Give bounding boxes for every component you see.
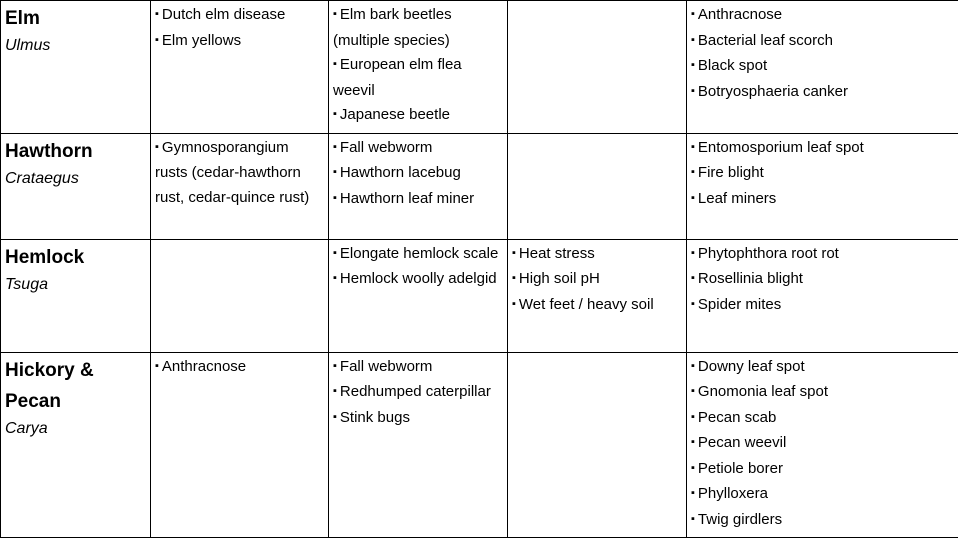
bullet-icon: ▪ <box>691 411 695 423</box>
list-item: ▪ Petiole borer <box>691 457 954 483</box>
other-cell <box>687 352 958 538</box>
tree-genus: Tsuga <box>5 273 146 297</box>
bullet-icon: ▪ <box>155 8 159 20</box>
bullet-icon: ▪ <box>691 8 695 20</box>
list-item: ▪ Twig girdlers <box>691 508 954 534</box>
list-item: ▪ Pecan weevil <box>691 431 954 457</box>
bullet-icon: ▪ <box>691 513 695 525</box>
bullet-icon: ▪ <box>691 272 695 284</box>
tree-name: Hickory & Pecan <box>5 355 146 417</box>
list-item: ▪ Fall webworm <box>333 136 503 162</box>
insects-cell <box>329 352 508 538</box>
list-item: ▪ Gnomonia leaf spot <box>691 380 954 406</box>
bullet-icon: ▪ <box>691 192 695 204</box>
tree-genus: Crataegus <box>5 167 146 191</box>
bullet-icon: ▪ <box>691 141 695 153</box>
bullet-icon: ▪ <box>691 360 695 372</box>
tree-cell <box>1 352 151 538</box>
list-item: ▪ Phylloxera <box>691 482 954 508</box>
bullet-icon: ▪ <box>691 166 695 178</box>
list-item: ▪ European elm flea weevil <box>333 53 503 103</box>
list-item: ▪ High soil pH <box>512 267 682 293</box>
tree-cell <box>1 133 151 239</box>
table-row <box>1 1 958 134</box>
tree-cell <box>1 1 151 134</box>
bullet-icon: ▪ <box>691 59 695 71</box>
abiotic-cell <box>508 352 687 538</box>
abiotic-cell <box>508 133 687 239</box>
bullet-icon: ▪ <box>333 411 337 423</box>
tree-genus: Carya <box>5 417 146 441</box>
bullet-icon: ▪ <box>333 247 337 259</box>
list-item: ▪ Anthracnose <box>155 355 324 381</box>
bullet-icon: ▪ <box>512 247 516 259</box>
list-item: ▪ Botryosphaeria canker <box>691 80 954 106</box>
list-item: ▪ Downy leaf spot <box>691 355 954 381</box>
bullet-icon: ▪ <box>691 247 695 259</box>
bullet-icon: ▪ <box>512 272 516 284</box>
list-item: ▪ Heat stress <box>512 242 682 268</box>
other-cell <box>687 239 958 352</box>
list-item: ▪ Dutch elm disease <box>155 3 324 29</box>
other-cell <box>687 1 958 134</box>
list-item: ▪ Hawthorn leaf miner <box>333 187 503 213</box>
diseases-cell <box>151 1 329 134</box>
list-item: ▪ Hawthorn lacebug <box>333 161 503 187</box>
bullet-icon: ▪ <box>333 166 337 178</box>
list-item: ▪ Stink bugs <box>333 406 503 432</box>
bullet-icon: ▪ <box>512 298 516 310</box>
bullet-icon: ▪ <box>333 192 337 204</box>
bullet-icon: ▪ <box>333 360 337 372</box>
diseases-cell <box>151 239 329 352</box>
table-row <box>1 239 958 352</box>
bullet-icon: ▪ <box>691 85 695 97</box>
bullet-icon: ▪ <box>333 8 337 20</box>
list-item: ▪ Spider mites <box>691 293 954 319</box>
bullet-icon: ▪ <box>333 108 337 120</box>
list-item: ▪ Elm bark beetles (multiple species) <box>333 3 503 53</box>
insects-cell <box>329 1 508 134</box>
list-item: ▪ Bacterial leaf scorch <box>691 29 954 55</box>
bullet-icon: ▪ <box>155 34 159 46</box>
tree-name: Hemlock <box>5 242 146 273</box>
list-item: ▪ Wet feet / heavy soil <box>512 293 682 319</box>
list-item: ▪ Rosellinia blight <box>691 267 954 293</box>
bullet-icon: ▪ <box>691 385 695 397</box>
abiotic-cell <box>508 239 687 352</box>
tree-genus: Ulmus <box>5 34 146 58</box>
list-item: ▪ Leaf miners <box>691 187 954 213</box>
bullet-icon: ▪ <box>155 141 159 153</box>
list-item: ▪ Fall webworm <box>333 355 503 381</box>
insects-cell <box>329 239 508 352</box>
bullet-icon: ▪ <box>333 58 337 70</box>
bullet-icon: ▪ <box>691 487 695 499</box>
bullet-icon: ▪ <box>333 272 337 284</box>
bullet-icon: ▪ <box>691 34 695 46</box>
list-item: ▪ Japanese beetle <box>333 103 503 129</box>
bullet-icon: ▪ <box>333 141 337 153</box>
list-item: ▪ Anthracnose <box>691 3 954 29</box>
list-item: ▪ Black spot <box>691 54 954 80</box>
tree-name: Hawthorn <box>5 136 146 167</box>
diseases-cell <box>151 133 329 239</box>
list-item: ▪ Pecan scab <box>691 406 954 432</box>
diseases-cell <box>151 352 329 538</box>
list-item: ▪ Gymnosporangium rusts (cedar-hawthorn rust, cedar-quince rust) <box>155 136 324 211</box>
insects-cell <box>329 133 508 239</box>
list-item: ▪ Redhumped caterpillar <box>333 380 503 406</box>
list-item: ▪ Entomosporium leaf spot <box>691 136 954 162</box>
abiotic-cell <box>508 1 687 134</box>
bullet-icon: ▪ <box>691 436 695 448</box>
list-item: ▪ Phytophthora root rot <box>691 242 954 268</box>
bullet-icon: ▪ <box>691 462 695 474</box>
table-row <box>1 133 958 239</box>
list-item: ▪ Elongate hemlock scale <box>333 242 503 268</box>
list-item: ▪ Hemlock woolly adelgid <box>333 267 503 293</box>
tree-name: Elm <box>5 3 146 34</box>
list-item: ▪ Fire blight <box>691 161 954 187</box>
bullet-icon: ▪ <box>155 360 159 372</box>
table-row <box>1 352 958 538</box>
list-item: ▪ Elm yellows <box>155 29 324 55</box>
tree-cell <box>1 239 151 352</box>
bullet-icon: ▪ <box>333 385 337 397</box>
bullet-icon: ▪ <box>691 298 695 310</box>
other-cell <box>687 133 958 239</box>
